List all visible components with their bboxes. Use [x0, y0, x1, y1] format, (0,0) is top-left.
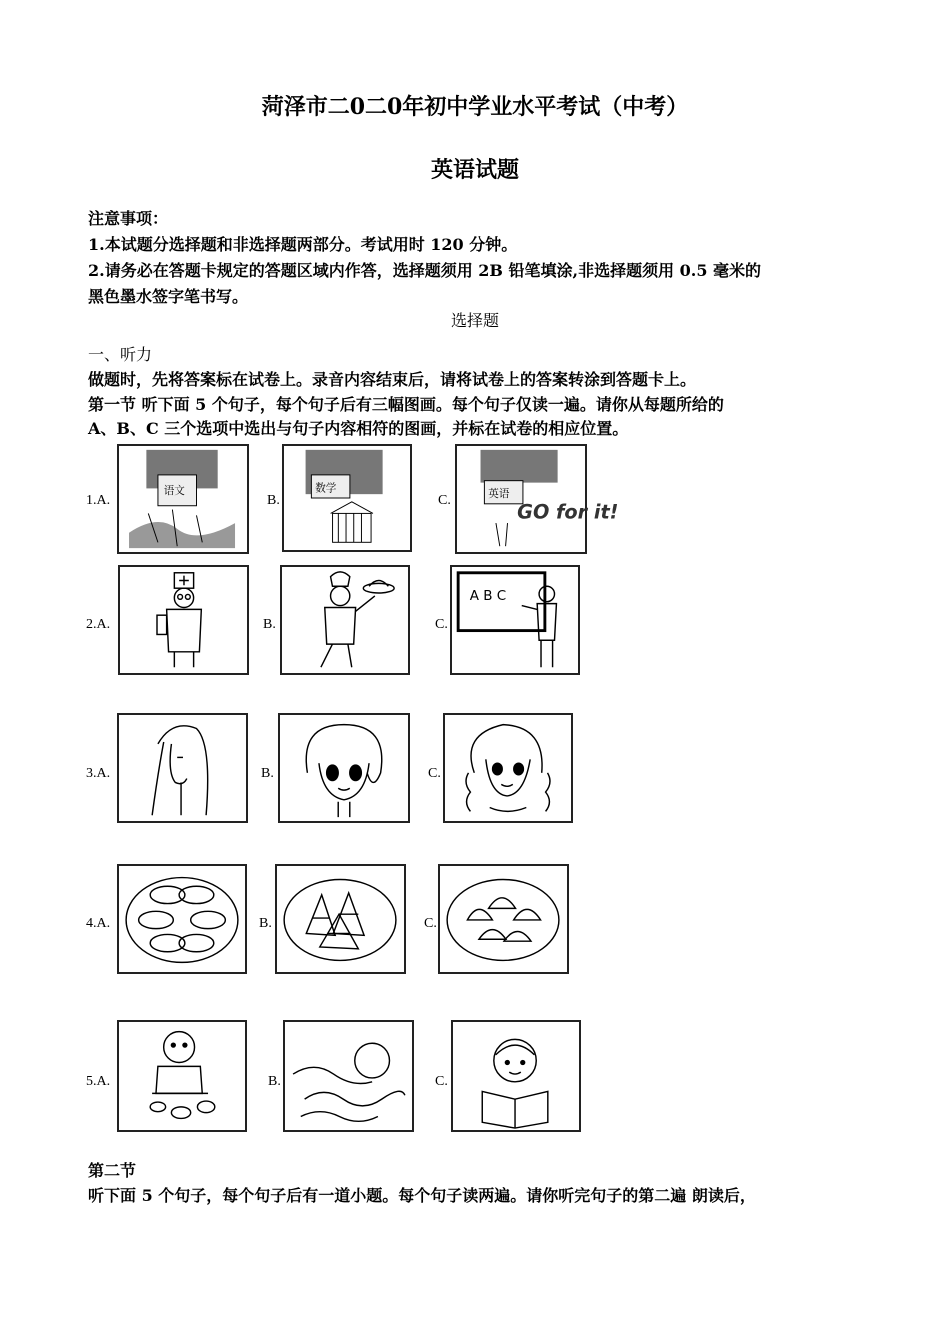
q4-label-b: B.: [259, 916, 272, 931]
q2-label-c: C.: [435, 617, 448, 632]
mooncakes-icon: [119, 866, 245, 972]
q5-option-b[interactable]: [283, 1020, 414, 1132]
q2-option-c[interactable]: [450, 565, 580, 675]
q3-option-a[interactable]: [117, 713, 248, 823]
q3-option-b[interactable]: [278, 713, 410, 823]
q1-c-extra-text: GO for it!: [517, 500, 619, 524]
teacher-icon: [452, 567, 578, 673]
section-title: 选择题: [450, 311, 499, 330]
notice-item-2-line-2: 黑色墨水签字笔书写。: [88, 287, 249, 306]
q3-label-b: B.: [261, 766, 274, 781]
part1-instruction-line-1: 第一节 听下面 5 个句子，每个句子后有三幅图画。每个句子仅读一遍。请你从每题所给的: [88, 395, 724, 414]
q5-label-a: 5.A.: [86, 1074, 111, 1089]
q2-c-board-text: A B C: [469, 587, 507, 604]
q4-label-c: C.: [424, 916, 437, 931]
q2-option-b[interactable]: [280, 565, 410, 675]
long-straight-hair-girl-icon: [119, 715, 246, 821]
notice-item-1: 1.本试题分选择题和非选择题两部分。考试用时 120 分钟。: [88, 235, 518, 254]
listening-instruction: 做题时，先将答案标在试卷上。录音内容结束后，请将试卷上的答案转涂到答题卡上。: [88, 370, 697, 389]
boy-reading-icon: [453, 1022, 579, 1130]
page-title: 菏泽市二0二0年初中学业水平考试（中考）: [261, 94, 689, 120]
q2-label-a: 2.A.: [86, 617, 111, 632]
page-subtitle: 英语试题: [430, 157, 519, 183]
doctor-icon: [120, 567, 247, 673]
listening-heading: 一、听力: [88, 345, 153, 364]
notice-heading: 注意事项：: [88, 209, 169, 228]
q4-label-a: 4.A.: [86, 916, 111, 931]
q5-label-b: B.: [268, 1074, 281, 1089]
chinese-book-icon: [119, 446, 247, 552]
q5-option-c[interactable]: [451, 1020, 581, 1132]
cook-icon: [282, 567, 408, 673]
short-hair-girl-icon: [280, 715, 408, 821]
zongzi-icon: [277, 866, 404, 972]
dumplings-icon: [440, 866, 567, 972]
q1-option-c[interactable]: [455, 444, 619, 554]
part1-instruction-line-2: A、B、C 三个选项中选出与句子内容相符的图画，并标在试卷的相应位置。: [88, 419, 629, 438]
q5-option-a[interactable]: [117, 1020, 247, 1132]
q2-label-b: B.: [263, 617, 276, 632]
q3-option-c[interactable]: [443, 713, 573, 823]
q1-label-b: B.: [267, 493, 280, 508]
part2-heading: 第二节: [88, 1161, 137, 1180]
q1-b-book-text: 数学: [315, 482, 337, 495]
q1-option-a[interactable]: [117, 444, 249, 554]
q1-c-book-text: 英语: [488, 488, 510, 501]
math-book-icon: [284, 446, 410, 550]
q4-option-c[interactable]: [438, 864, 569, 974]
q3-label-a: 3.A.: [86, 766, 111, 781]
q4-option-b[interactable]: [275, 864, 406, 974]
boy-swimming-icon: [285, 1022, 412, 1130]
q4-option-a[interactable]: [117, 864, 247, 974]
boy-eating-icon: [119, 1022, 245, 1130]
notice-item-2-line-1: 2.请务必在答题卡规定的答题区域内作答，选择题须用 2B 铅笔填涂,非选择题须用 0.5 毫米的: [88, 261, 762, 280]
q1-label-a: 1.A.: [86, 493, 111, 508]
part2-instruction-line-1: 听下面 5 个句子，每个句子后有一道小题。每个句子读两遍。请你听完句子的第二遍 朗读后，: [88, 1186, 756, 1205]
q2-option-a[interactable]: [118, 565, 249, 675]
curly-hair-girl-icon: [445, 715, 571, 821]
q1-a-book-text: 语文: [163, 485, 185, 498]
q5-label-c: C.: [435, 1074, 448, 1089]
q1-label-c: C.: [438, 493, 451, 508]
q3-label-c: C.: [428, 766, 441, 781]
english-book-icon: [457, 446, 619, 552]
q1-option-b[interactable]: [282, 444, 412, 552]
